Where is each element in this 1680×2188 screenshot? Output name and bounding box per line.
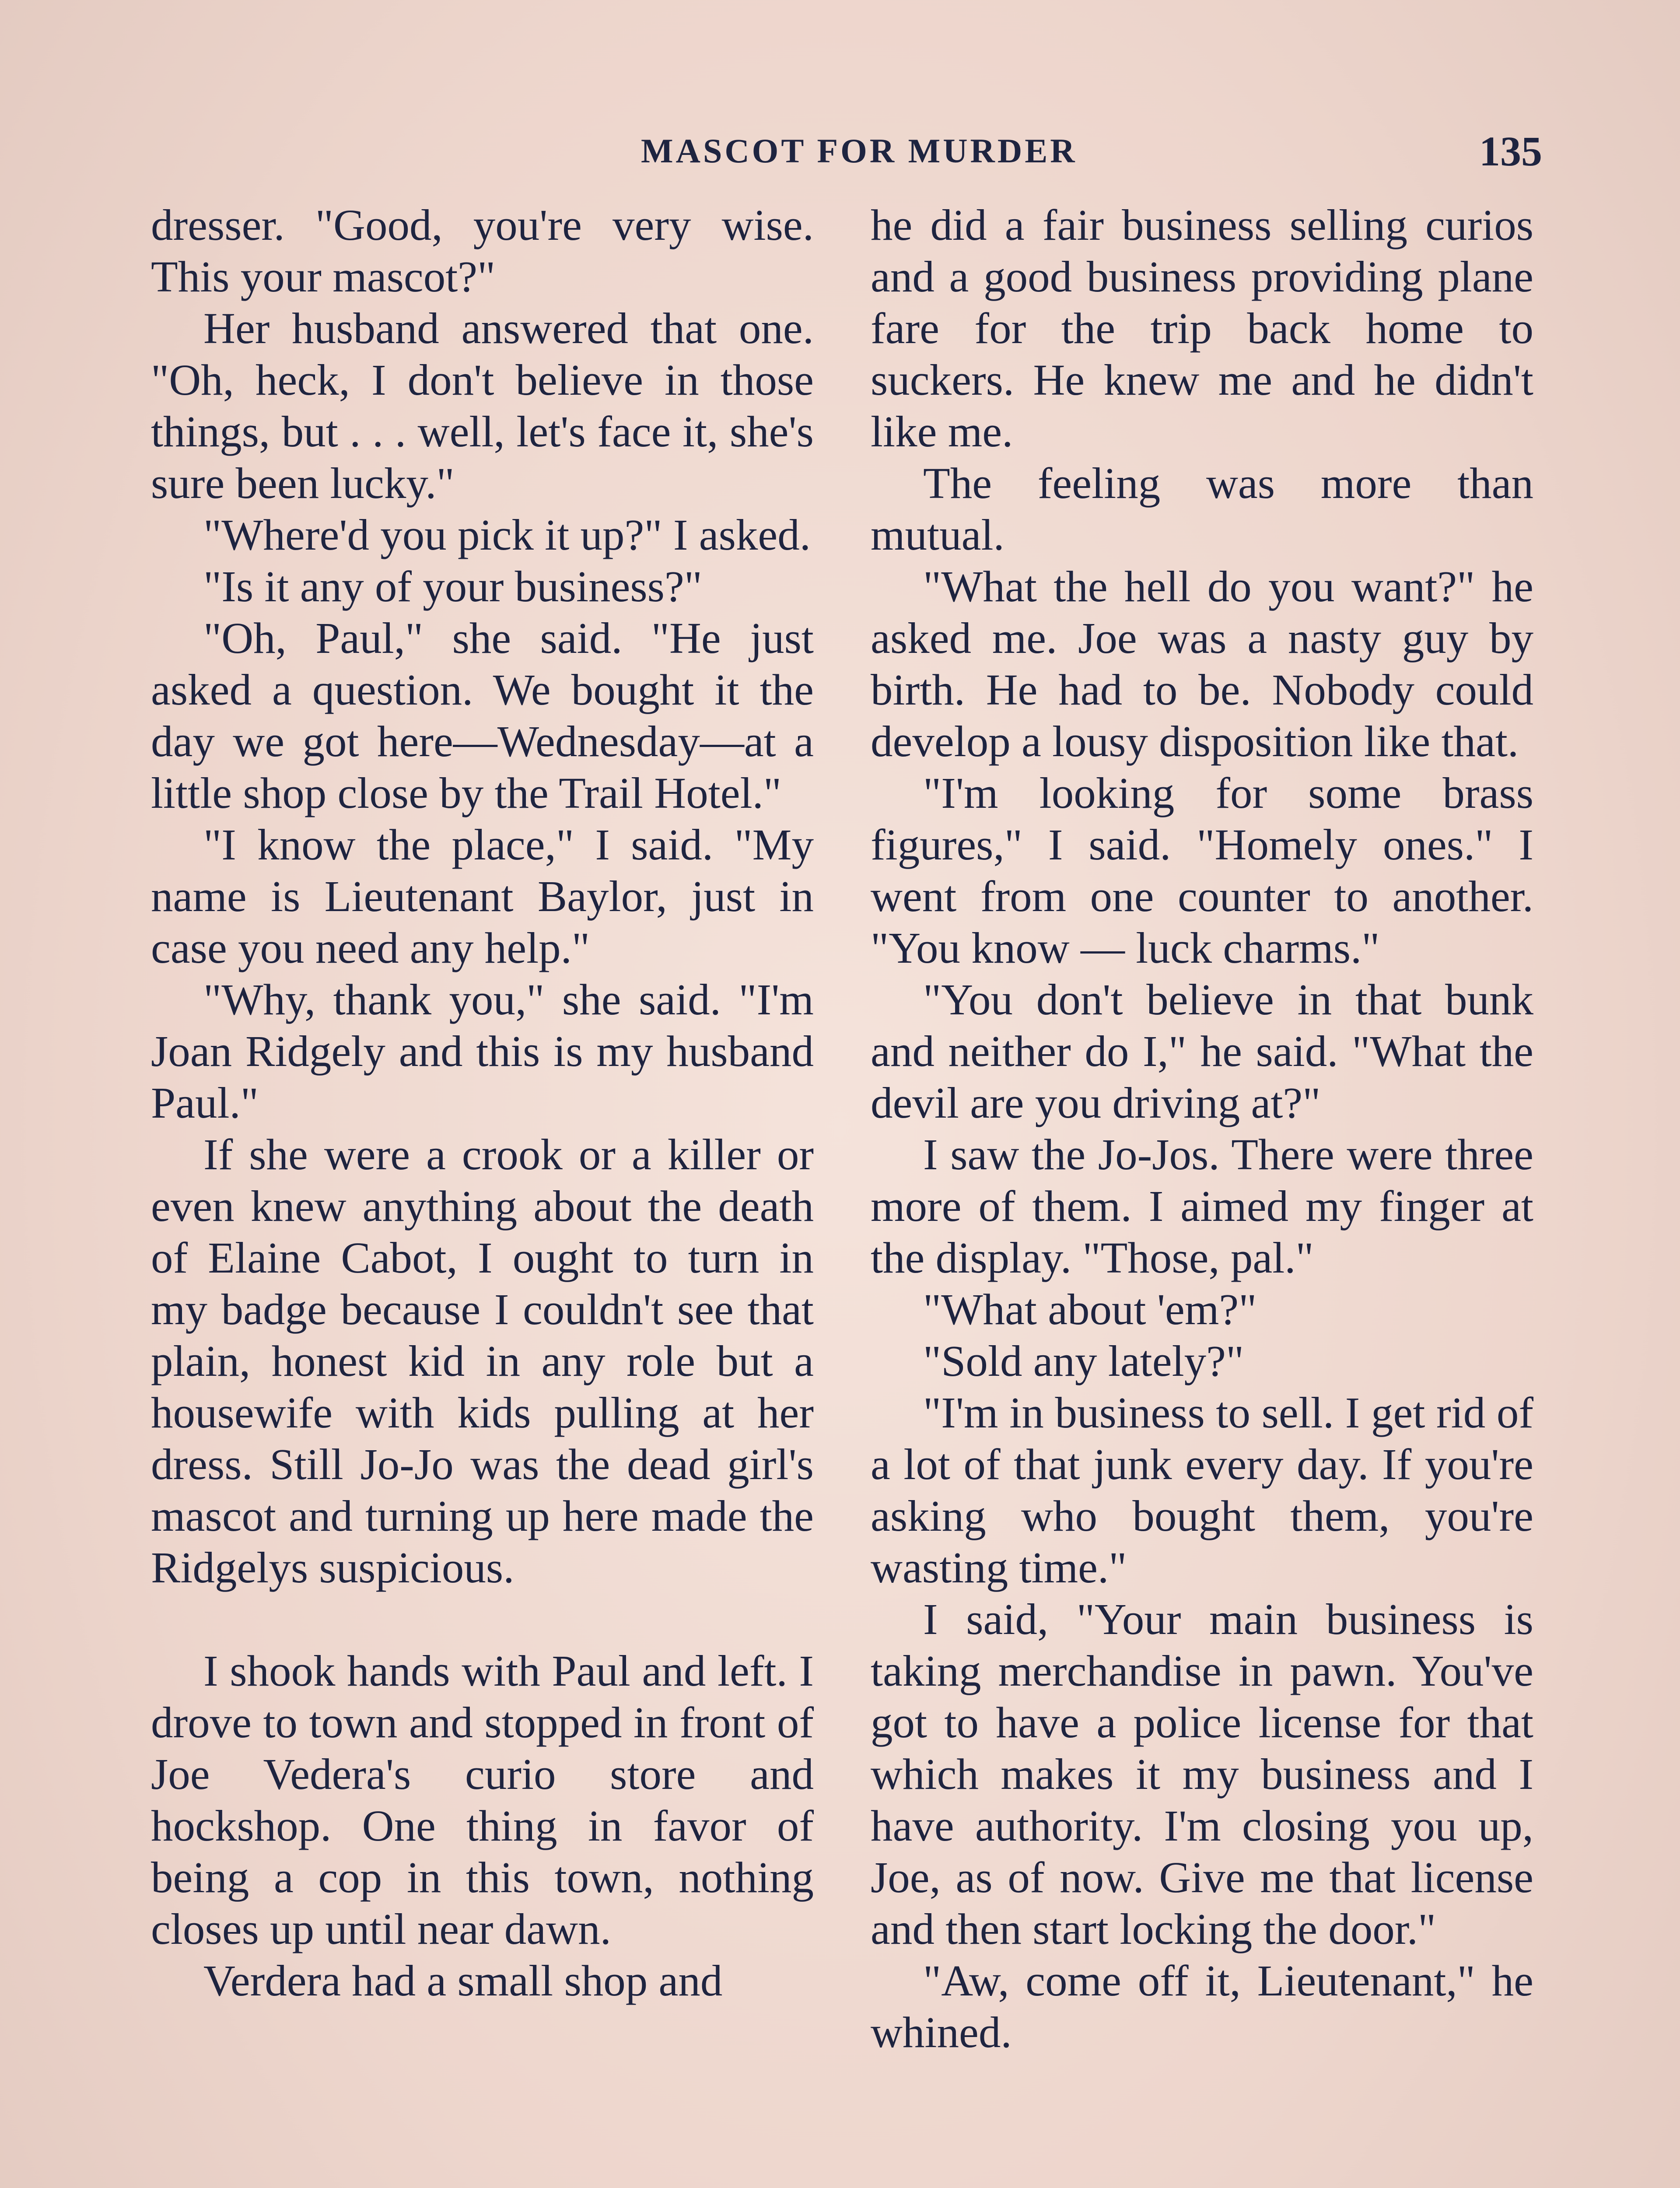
paragraph: "Sold any lately?" [923,1336,1244,1385]
paragraph: "I'm looking for some brass figures," I said. "Homely ones." I went from one counter to another. "You know — luck charms." [871,768,1533,972]
paragraph: I saw the Jo-Jos. There were three more of them. I aimed my finger at the display. "Those, pal." [871,1130,1533,1282]
page-header [155,127,1542,179]
paragraph: "Where'd you pick it up?" I asked. [203,510,811,559]
paragraph: "I'm in business to sell. I get rid of a lot of that junk every day. If you're asking who bought them, you're wasting time." [871,1388,1533,1592]
right-column [871,199,1533,2058]
paragraph: dresser. "Good, you're very wise. This your mascot?" [151,200,814,301]
page-number: 135 [1479,128,1542,175]
paragraph: "Is it any of your business?" [203,562,702,611]
paragraph: "Aw, come off it, Lieutenant," he whined. [871,1956,1533,2057]
running-title: MASCOT FOR MURDER [641,132,1078,170]
paragraph: "What the hell do you want?" he asked me. Joe was a nasty guy by birth. He had to be. Nobody could develop a lousy disposition like that. [871,562,1533,766]
paragraph: Her husband answered that one. "Oh, heck, I don't believe in those things, but . . . well, let's face it, she's sure been lucky." [151,304,814,508]
paragraph: "Oh, Paul," she said. "He just asked a question. We bought it the day we got here—Wednesday—at a little shop close by the Trail Hotel." [151,614,814,817]
paragraph: "You don't believe in that bunk and neither do I," he said. "What the devil are you driving at?" [871,975,1533,1127]
paragraph: "What about 'em?" [923,1285,1257,1334]
left-column [151,199,814,2006]
paragraph: Verdera had a small shop and [203,1956,723,2005]
paragraph: he did a fair business selling curios and a good business providing plane fare for the trip back home to suckers. He knew me and he didn't like me. [871,200,1533,456]
paragraph: "I know the place," I said. "My name is Lieutenant Baylor, just in case you need any help." [151,820,814,972]
paragraph: If she were a crook or a killer or even knew anything about the death of Elaine Cabot, I ought to turn in my badge because I couldn't see that plain, honest kid in any role but a housewife with kids pulling at her dress. Still Jo-Jo was the dead girl's mascot and turning up here made the Ridgelys suspicious. [151,1130,814,1592]
paragraph: I shook hands with Paul and left. I drove to town and stopped in front of Joe Vedera's curio store and hockshop. One thing in favor of being a cop in this town, nothing closes up until near dawn. [151,1646,814,1953]
paragraph: "Why, thank you," she said. "I'm Joan Ridgely and this is my husband Paul." [151,975,814,1127]
paragraph: I said, "Your main business is taking merchandise in pawn. You've got to have a police license for that which makes it my business and I have authority. I'm closing you up, Joe, as of now. Give me that license and then start locking the door." [871,1595,1533,1953]
paragraph: The feeling was more than mutual. [871,459,1533,559]
